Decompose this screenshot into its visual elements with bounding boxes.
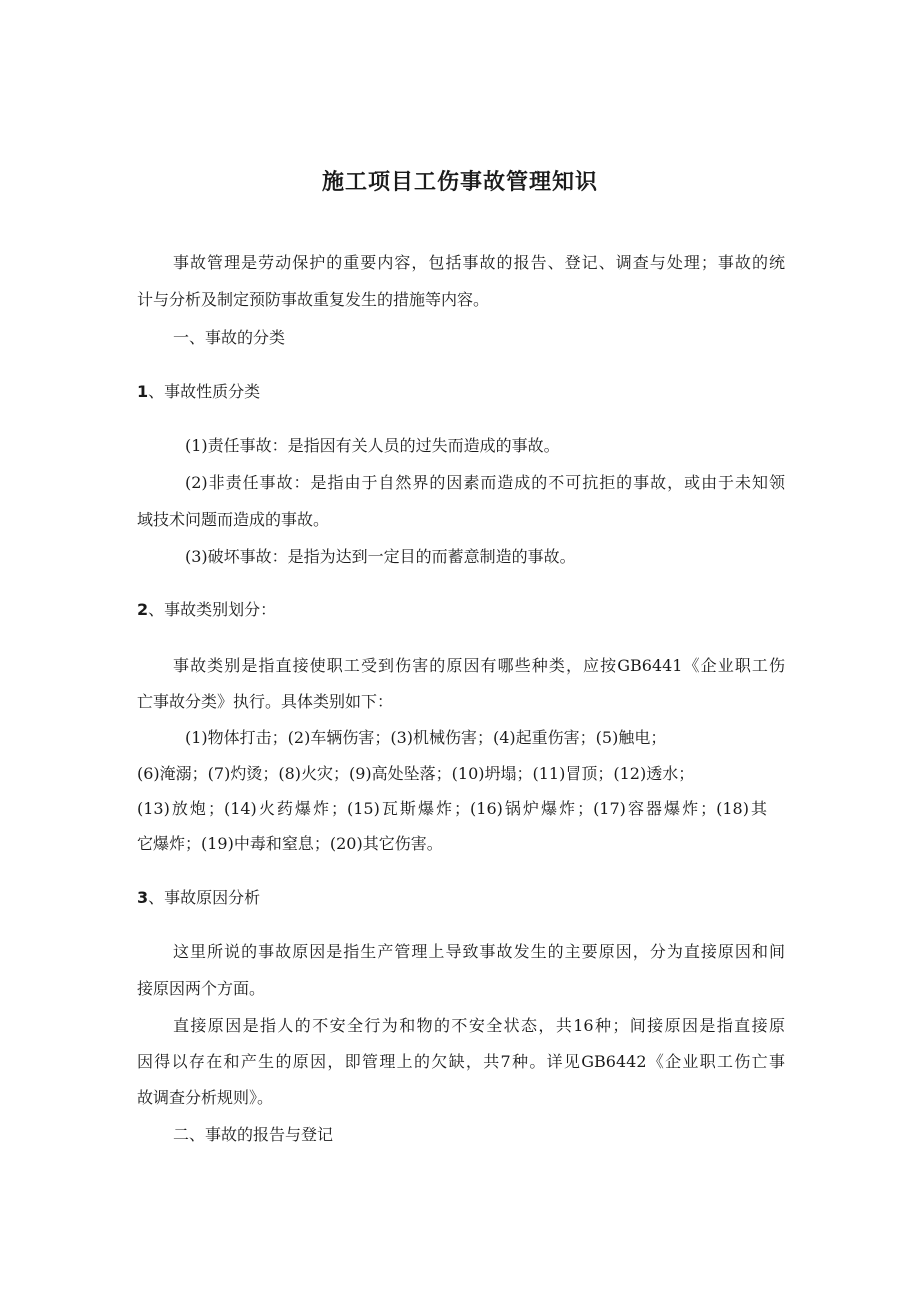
cause-paragraph-1-line-1: 这里所说的事故原因是指生产管理上导致事故发生的主要原因，分为直接原因和间: [173, 942, 785, 961]
category-list-line-1: (1)物体打击；(2)车辆伤害；(3)机械伤害；(4)起重伤害；(5)触电；: [185, 728, 667, 747]
subsection-title: 、事故性质分类: [148, 382, 261, 401]
category-paragraph-line-1: 事故类别是指直接使职工受到伤害的原因有哪些种类，应按GB6441《企业职工伤: [173, 656, 785, 675]
intro-line-2: 计与分析及制定预防事故重复发生的措施等内容。: [137, 290, 490, 309]
cause-paragraph-1-line-2: 接原因两个方面。: [137, 979, 266, 998]
list-item-sabotage: (3)破坏事故：是指为达到一定目的而蓄意制造的事故。: [185, 547, 576, 566]
category-list-line-2: (6)淹溺；(7)灼烫；(8)火灾；(9)高处坠落；(10)坍塌；(11)冒顶；(12)透水；: [137, 764, 695, 783]
list-item-non-responsible-line-1: (2)非责任事故：是指由于自然界的因素而造成的不可抗拒的事故，或由于未知领: [185, 473, 785, 492]
intro-line-1: 事故管理是劳动保护的重要内容，包括事故的报告、登记、调查与处理；事故的统: [173, 253, 785, 272]
category-paragraph-line-2: 亡事故分类》执行。具体类别如下：: [137, 692, 394, 711]
list-item-responsible: (1)责任事故：是指因有关人员的过失而造成的事故。: [185, 436, 560, 455]
subsection-number: 2: [137, 600, 149, 619]
cause-paragraph-2-line-2: 因得以存在和产生的原因，即管理上的欠缺，共7种。详见GB6442《企业职工伤亡事: [137, 1052, 785, 1071]
subsection-number: 1: [137, 382, 149, 401]
list-item-non-responsible-line-2: 域技术问题而造成的事故。: [137, 510, 330, 529]
document-title: 施工项目工伤事故管理知识: [321, 169, 598, 195]
subsection-title: 、事故原因分析: [148, 888, 261, 907]
cause-paragraph-2-line-1: 直接原因是指人的不安全行为和物的不安全状态，共16种；间接原因是指直接原: [173, 1016, 785, 1035]
category-list-line-4: 它爆炸；(19)中毒和窒息；(20)其它伤害。: [137, 834, 443, 853]
subsection-title: 、事故类别划分：: [148, 600, 277, 619]
subsection-heading-category: [137, 598, 276, 622]
section-heading-report: 二、事故的报告与登记: [173, 1125, 334, 1144]
subsection-heading-nature: [137, 380, 260, 404]
section-heading-classification: 一、事故的分类: [173, 328, 286, 347]
subsection-heading-cause: [137, 886, 260, 910]
category-list-line-3: (13)放炮；(14)火药爆炸；(15)瓦斯爆炸；(16)锅炉爆炸；(17)容器爆炸；(18)其: [137, 799, 767, 818]
subsection-number: 3: [137, 888, 149, 907]
cause-paragraph-2-line-3: 故调查分析规则》。: [137, 1088, 274, 1107]
